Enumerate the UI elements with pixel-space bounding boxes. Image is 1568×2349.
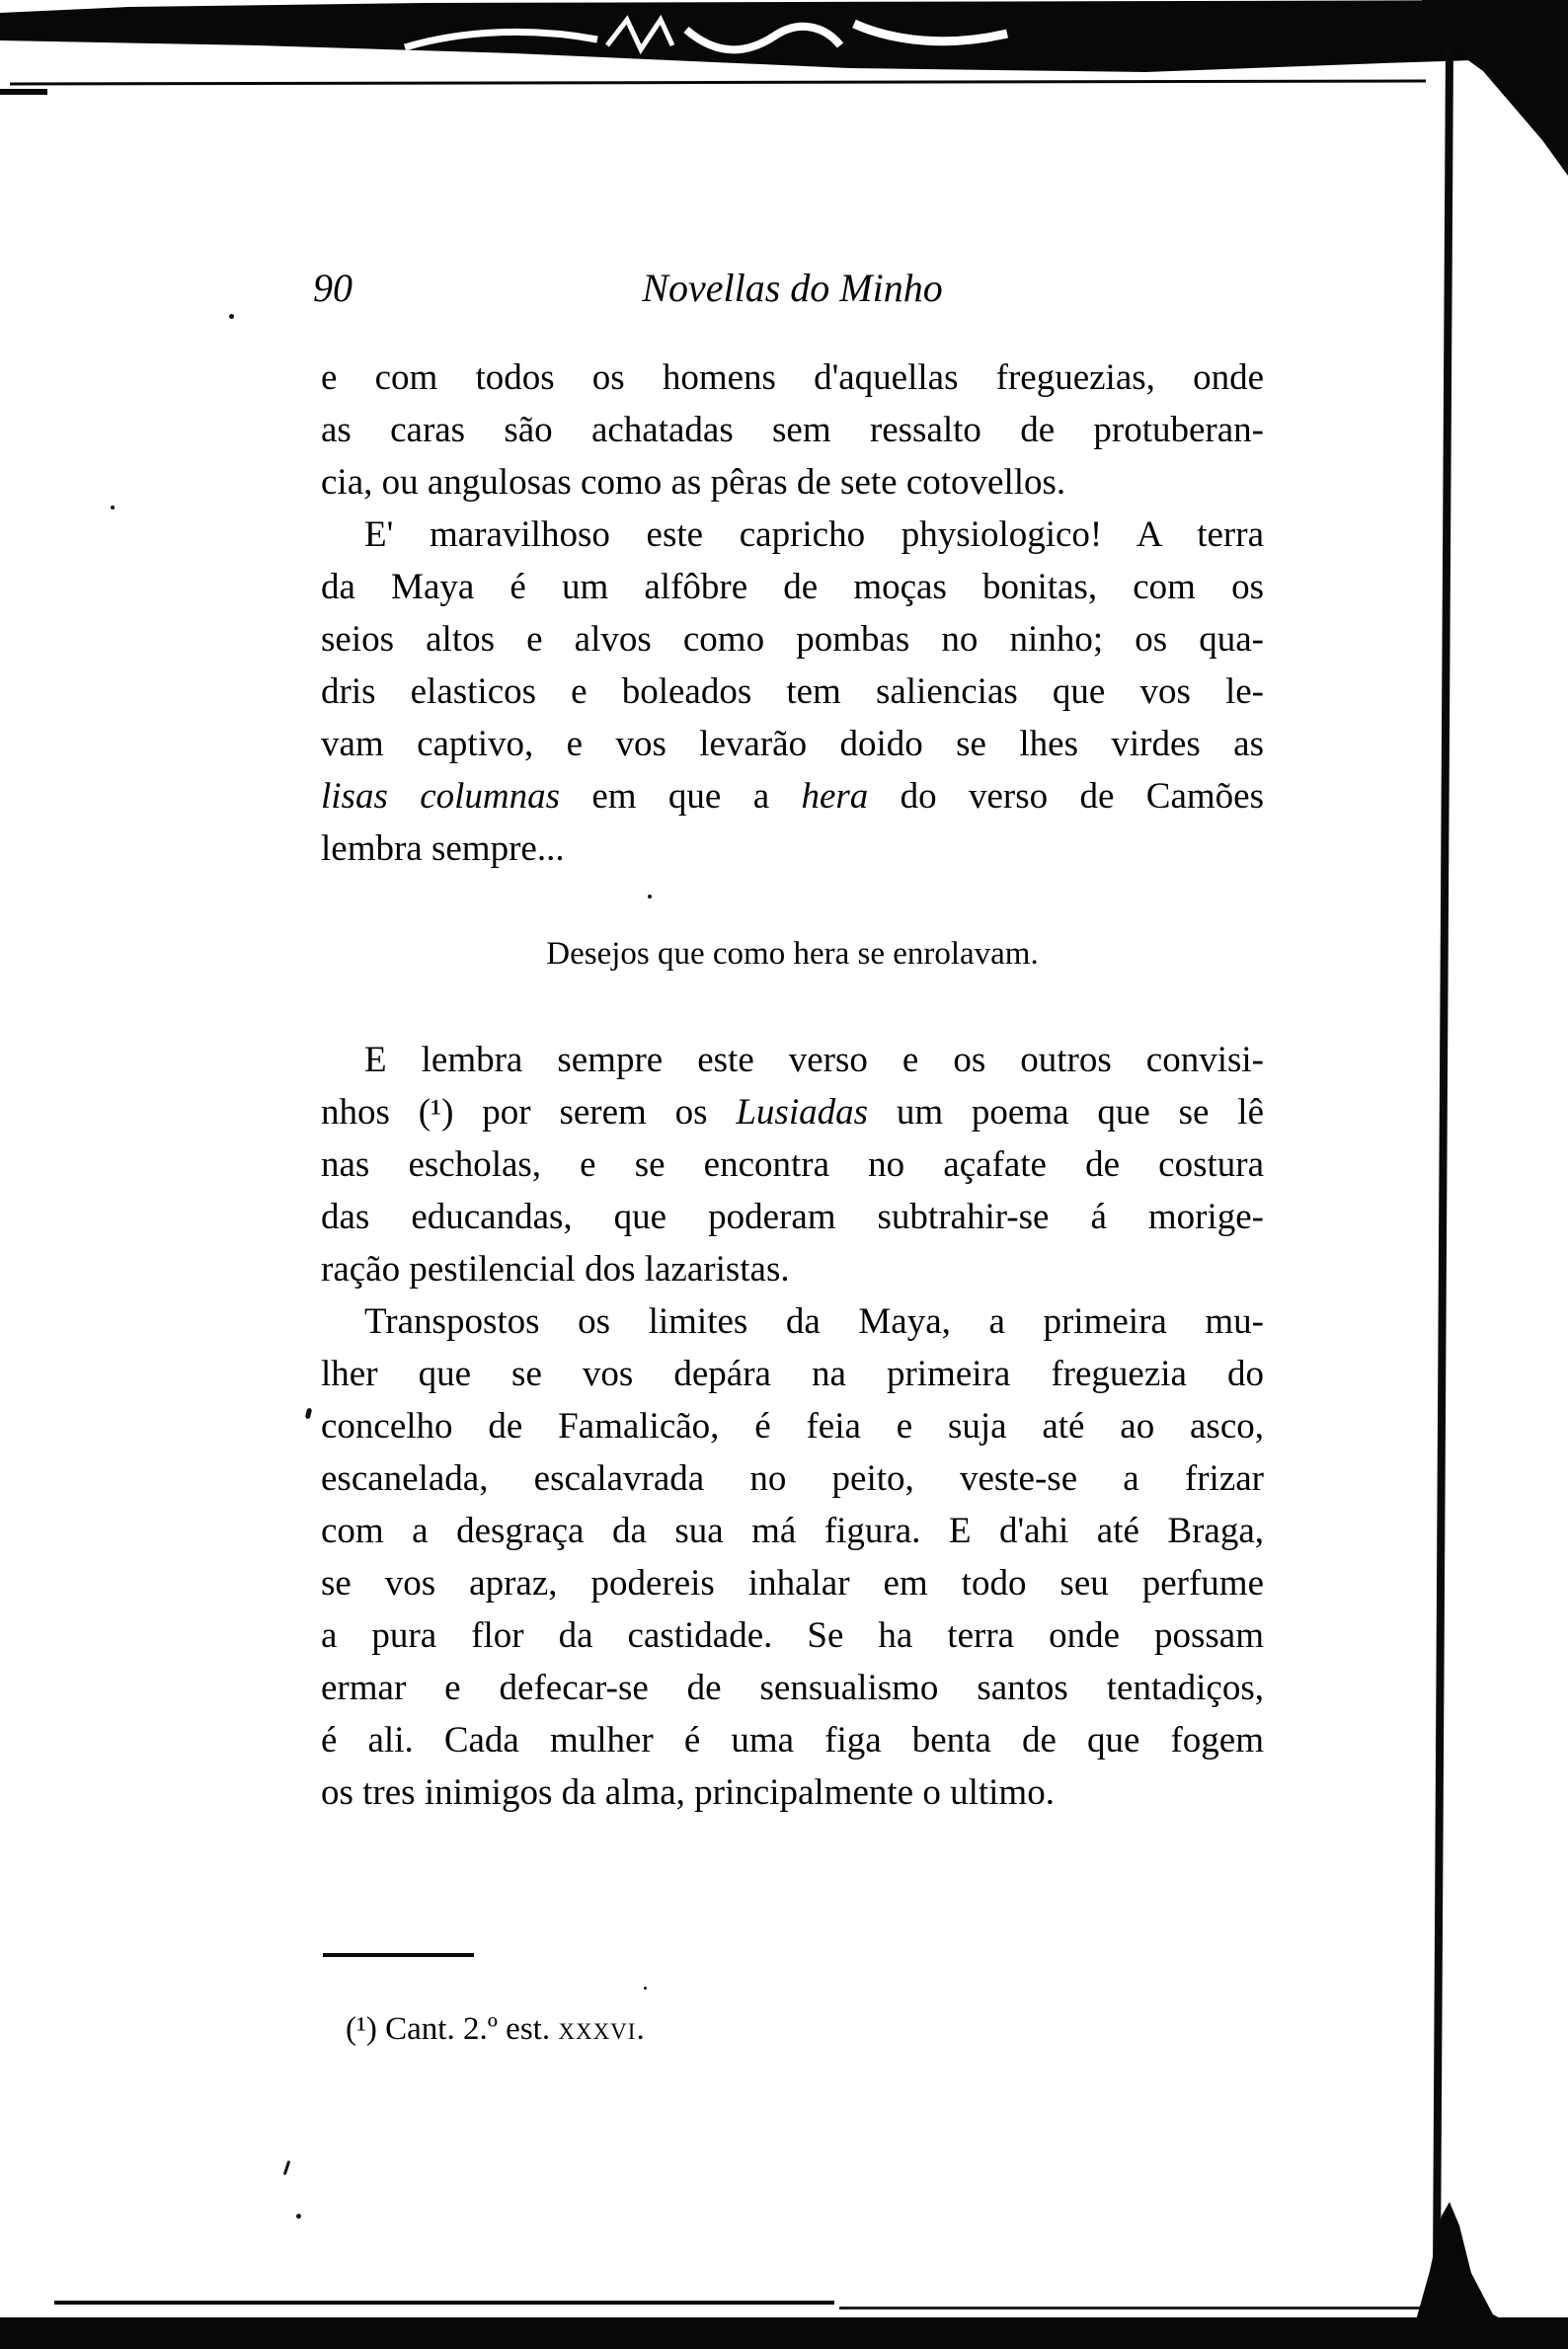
- text-segment: os tres inimigos da alma, principalmente o ultimo.: [321, 1772, 1055, 1813]
- text-line: [321, 404, 1264, 456]
- text-segment: dris elasticos e boleados tem saliencias que vos le-: [321, 671, 1264, 712]
- text-line: [321, 1662, 1264, 1714]
- footnote-text: (¹) Cant. 2.º est.: [346, 2011, 559, 2047]
- ink-speck: [648, 895, 652, 899]
- text-line: [321, 1138, 1264, 1191]
- italic-text-segment: lisas columnas: [321, 776, 561, 817]
- italic-text-segment: hera: [801, 776, 869, 817]
- text-segment: vam captivo, e vos levarão doido se lhes virdes as: [321, 724, 1264, 764]
- ink-speck: [111, 506, 115, 509]
- ink-speck: [283, 2160, 290, 2175]
- text-line: [321, 1400, 1264, 1452]
- footnote-rule: [323, 1953, 474, 1957]
- ink-speck: [644, 1987, 647, 1990]
- text-segment: a pura flor da castidade. Se ha terra onde possam: [321, 1615, 1264, 1656]
- scan-corner-shadow: [1422, 0, 1568, 176]
- binding-ornament: [385, 4, 1076, 65]
- scan-bottom-binding-band: [0, 2317, 1568, 2349]
- text-line: [321, 352, 1264, 404]
- text-line: [321, 1034, 1264, 1086]
- text-line: [321, 822, 1264, 875]
- text-line: [321, 1505, 1264, 1557]
- ink-speck: [305, 1408, 313, 1420]
- running-title: Novellas do Minho: [642, 266, 943, 310]
- text-line: [321, 1714, 1264, 1766]
- text-segment: Transpostos os limites da Maya, a primeira mu-: [364, 1301, 1264, 1342]
- text-segment: e com todos os homens d'aquellas freguezias, onde: [321, 357, 1264, 398]
- text-segment: um poema que se lê: [868, 1092, 1264, 1133]
- text-line: [321, 666, 1264, 718]
- text-segment: com a desgraça da sua má figura. E d'ahi até Braga,: [321, 1511, 1264, 1551]
- page-number: 90: [313, 266, 353, 310]
- footnote-roman-numeral: xxxvi: [558, 2011, 637, 2047]
- text-segment: ração pestilencial dos lazaristas.: [321, 1249, 790, 1290]
- scan-rule-dash: [0, 89, 47, 95]
- text-segment: se vos apraz, podereis inhalar em todo seu perfume: [321, 1563, 1264, 1604]
- scan-rule-line: [10, 79, 1426, 85]
- text-line: [321, 770, 1264, 822]
- text-segment: seios altos e alvos como pombas no ninho; os qua-: [321, 619, 1264, 660]
- text-segment: lembra sempre...: [321, 828, 565, 869]
- text-line: [321, 1295, 1264, 1348]
- text-segment: das educandas, que poderam subtrahir-se á morige-: [321, 1197, 1264, 1237]
- text-line: [321, 1086, 1264, 1138]
- text-segment: nhos (¹) por serem os: [321, 1092, 737, 1133]
- scan-top-binding-band: [0, 0, 1568, 79]
- text-segment: do verso de Camões: [868, 776, 1264, 817]
- text-segment: as caras são achatadas sem ressalto de protuberan-: [321, 410, 1264, 450]
- text-segment: lher que se vos depára na primeira freguezia do: [321, 1354, 1264, 1394]
- text-segment: concelho de Famalicão, é feia e suja até ao asco,: [321, 1406, 1264, 1447]
- text-segment: em que a: [560, 776, 802, 817]
- text-line: [321, 456, 1264, 509]
- verse-quote: Desejos que como hera se enrolavam.: [546, 936, 1039, 972]
- text-segment: E lembra sempre este verso e os outros convisi-: [364, 1040, 1264, 1080]
- scan-rule-line: [54, 2301, 834, 2305]
- page-header: [313, 263, 1264, 314]
- text-line: [321, 1557, 1264, 1609]
- text-line: [321, 561, 1264, 613]
- body-text: [321, 352, 1264, 1819]
- text-line: [321, 509, 1264, 561]
- text-line: [321, 613, 1264, 666]
- text-segment: é ali. Cada mulher é uma figa benta de que fogem: [321, 1720, 1264, 1761]
- italic-text-segment: Lusiadas: [736, 1092, 868, 1133]
- scan-rule-line: [839, 2307, 1432, 2310]
- text-segment: cia, ou angulosas como as pêras de sete cotovellos.: [321, 462, 1066, 503]
- text-segment: ermar e defecar-se de sensualismo santos tentadiços,: [321, 1668, 1264, 1708]
- text-line: [321, 1609, 1264, 1662]
- page-edge-shadow: [1433, 45, 1453, 2263]
- text-line: [321, 1191, 1264, 1243]
- ink-speck: [296, 2214, 301, 2219]
- text-segment: nas escholas, e se encontra no açafate de costura: [321, 1144, 1264, 1185]
- text-segment: escanelada, escalavrada no peito, veste-se a frizar: [321, 1458, 1264, 1499]
- text-line: [321, 1766, 1264, 1819]
- footnote: [346, 2006, 645, 2052]
- footnote-period: .: [636, 2011, 645, 2047]
- text-line: [321, 1348, 1264, 1400]
- ink-speck: [229, 314, 234, 319]
- text-segment: E' maravilhoso este capricho physiologico! A terra: [364, 514, 1264, 555]
- text-line: [321, 1452, 1264, 1505]
- text-line: [321, 1243, 1264, 1295]
- text-line: [321, 718, 1264, 770]
- text-segment: da Maya é um alfôbre de moças bonitas, com os: [321, 567, 1264, 607]
